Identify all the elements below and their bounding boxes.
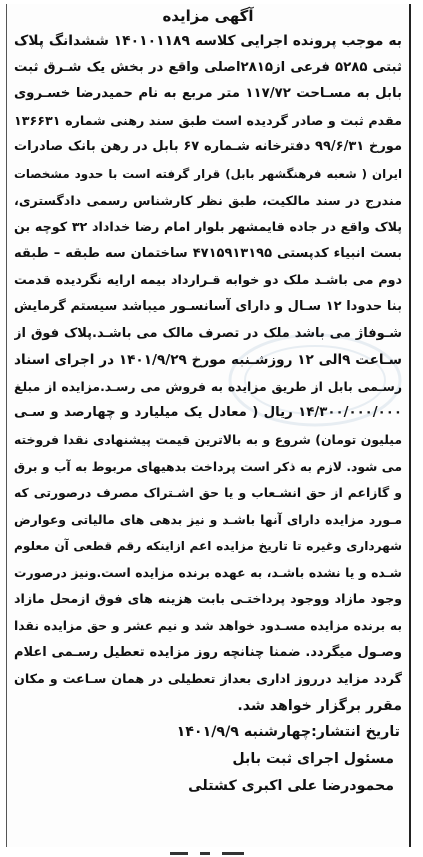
notice-title: آگهی مزایده xyxy=(162,7,254,25)
notice-line: پلاک واقع در جاده قایمشهر بلوار امام رضا خداداد ۳۲ کوچه بن xyxy=(14,219,402,235)
notice-line: و گازاعم از حق انشـعاب و یا حق اشـتراک مصرف درصورتی که xyxy=(14,485,402,501)
print-edge-marks xyxy=(170,850,250,857)
notice-line: می شود. لازم به ذکر است پرداخت بدهیهای مربوط به آب و برق xyxy=(14,458,402,474)
notice-line: بست انبیاء کدپستی ۴۷۱۵۹۱۳۱۹۵ ساختمان سه طبقه – طبقه xyxy=(14,245,402,261)
auction-notice xyxy=(6,4,411,847)
notice-footer xyxy=(14,719,402,799)
notice-line: ایران ( شعبه فرهنگشهر بابل) قرار گرفته است با حدود مشخصات xyxy=(14,166,402,181)
notice-line: میلیون تومان) شروع و به بالاترین قیمت پیشنهادی نقدا فروخته xyxy=(14,431,402,447)
notice-line: وصـول میگردد. ضمنا چنانچه روز مزایده تعطیل رسـمی اعلام xyxy=(14,644,402,660)
notice-line: مقدم ثبت و صادر گردیده است طبق سند رهنی شماره ۱۳۶۶۳۱ xyxy=(14,112,402,128)
notice-body xyxy=(14,28,402,719)
notice-line: ۱۴/۳۰۰/۰۰۰/۰۰۰ ریال ( معادل یک میلیارد و چهارصد و سـی xyxy=(14,405,402,421)
notice-line: شـوفاژ می باشد ملک در تصرف مالک می باشـد.پلاک فوق از xyxy=(14,325,402,341)
official-name: محمودرضا علی اکبری کشتلی xyxy=(188,777,394,794)
notice-line: به برنده مزایده مسـدود خواهد شد و نیم عشر و حق مزایده نقدا xyxy=(14,618,402,634)
notice-line: رسـمی بابل از طریق مزایده به فروش می رسـد.مزایده از مبلغ xyxy=(14,378,402,394)
notice-line: گردد مزاید درروز اداری بعداز تعطیلی در همان سـاعت و مکان xyxy=(14,671,402,687)
notice-line: ثبتی ۵۲۸۵ فرعی از۲۸۱۵اصلی واقع در بخش یک شـرق ثبت xyxy=(14,59,402,75)
notice-line: بابل به مسـاحت ۱۱۷/۷۲ متر مربع به نام حمیدرضا خسـروی xyxy=(14,86,402,102)
notice-line: مندرج در سند مالکیت، طبق نظر کارشناس رسمی دادگستری، xyxy=(14,192,402,208)
notice-line: بنا حدودا ۱۲ سـال و دارای آسانسـور میباشد سیستم گرمایش xyxy=(14,298,402,314)
publish-date: تاریخ انتشار:چهارشنبه ۱۴۰۱/۹/۹ xyxy=(176,724,400,741)
notice-line: مقرر برگزار خواهد شد. xyxy=(237,697,402,714)
official-title: مسئول اجرای ثبت بابل xyxy=(232,751,394,768)
notice-line: مـورد مزایده دارای آنها باشـد و نیز بدهی های مالیاتی وعوارض xyxy=(14,511,402,527)
notice-line: به موجب پرونده اجرایی کلاسه ۱۴۰۱۰۱۱۸۹ ششدانگ پلاک xyxy=(14,33,402,49)
notice-line: شهرداری وغیره تا تاریخ مزایده اعم ازاینکه رقم قطعی آن معلوم xyxy=(14,539,402,554)
notice-line: وجود مازاد ووجود پرداختـی بابت هزینه های فوق ازمحل مازاد xyxy=(14,591,402,607)
notice-line: مورخ ۹۹/۶/۳۱ دفترخانه شـماره ۶۷ بابل در رهن بانک صادرات xyxy=(14,139,402,155)
notice-line: سـاعت ۹الی ۱۲ روزشـنبه مورخ ۱۴۰۱/۹/۲۹ در اجرای اسناد xyxy=(14,352,402,369)
notice-line: دوم می باشـد ملک دو خوابه قـرارداد بیمه ارایه نگردیده قدمت xyxy=(14,272,402,288)
notice-line: شـده و یا نشده باشـد، به عهده برنده مزایده است.ونیز درصورت xyxy=(14,564,402,580)
